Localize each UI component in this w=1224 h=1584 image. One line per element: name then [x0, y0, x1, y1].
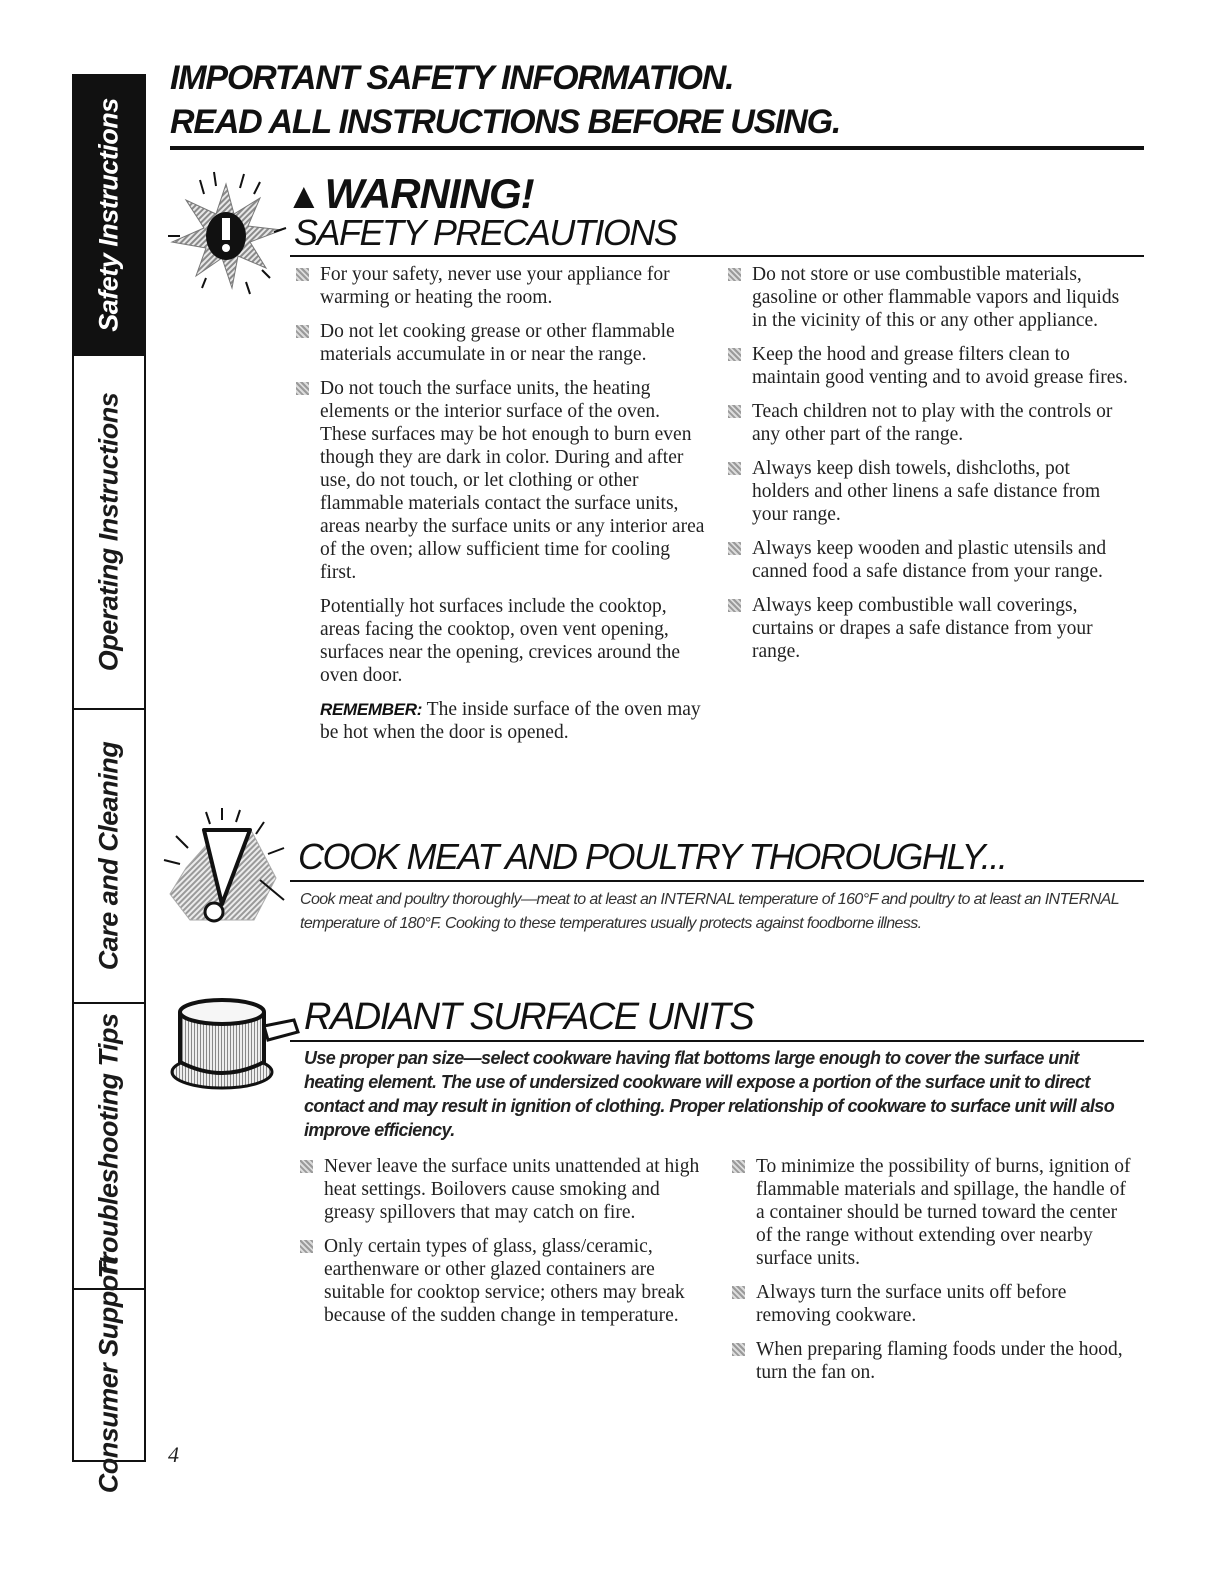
- list-item: Never leave the surface units unattended at high heat settings. Boilovers cause smoking and greasy spillovers that may catch on fire.: [300, 1155, 710, 1224]
- bullet-icon: [296, 268, 309, 281]
- tab-label: Consumer Support: [93, 1256, 124, 1494]
- page-title-line-2: READ ALL INSTRUCTIONS BEFORE USING.: [170, 103, 841, 141]
- tab-label: Safety Instructions: [93, 98, 124, 332]
- tab-label: Care and Cleaning: [93, 741, 124, 971]
- bullet-icon: [300, 1160, 313, 1173]
- bullet-icon: [728, 405, 741, 418]
- radiant-rule: [290, 1040, 1144, 1042]
- radiant-right-column: [732, 1155, 1132, 1395]
- bullet-icon: [728, 462, 741, 475]
- tab-care-and-cleaning[interactable]: [74, 710, 144, 1004]
- list-item: Keep the hood and grease filters clean to maintain good venting and to avoid grease fires.: [728, 343, 1132, 389]
- safety-precautions-rule: [290, 255, 1144, 257]
- bullet-icon: [728, 542, 741, 555]
- tab-label: Troubleshooting Tips: [93, 1013, 124, 1279]
- tab-troubleshooting-tips[interactable]: [74, 1004, 144, 1290]
- remember-label: REMEMBER:: [320, 700, 423, 719]
- page-number: 4: [168, 1442, 179, 1467]
- list-item: Do not store or use combustible materials, gasoline or other flammable vapors and liquids in the vicinity of this or any other appliance.: [728, 263, 1132, 332]
- page-title-line-1: IMPORTANT SAFETY INFORMATION.: [170, 59, 734, 97]
- remember-paragraph: [296, 698, 708, 744]
- tab-consumer-support[interactable]: [74, 1256, 144, 1494]
- radiant-surface-units-title: RADIANT SURFACE UNITS: [304, 996, 754, 1038]
- bullet-icon: [732, 1160, 745, 1173]
- bullet-icon: [296, 382, 309, 395]
- page-title: [170, 56, 1144, 144]
- hot-surfaces-paragraph: Potentially hot surfaces include the cooktop, areas facing the cooktop, oven vent opening, surfaces near the opening, crevices around the oven door.: [320, 596, 681, 686]
- bullet-icon: [728, 348, 741, 361]
- warning-title-text: WARNING!: [324, 170, 534, 217]
- cookware-pot-icon: [164, 986, 304, 1096]
- side-tab-bar: [72, 74, 146, 1494]
- list-item: Always keep dish towels, dishcloths, pot holders and other linens a safe distance from your range.: [728, 457, 1132, 526]
- heading-rule: [170, 146, 1144, 150]
- safety-precautions-title: SAFETY PRECAUTIONS: [294, 212, 677, 253]
- list-item: Always keep combustible wall coverings, curtains or drapes a safe distance from your range.: [728, 594, 1132, 663]
- tab-safety-instructions[interactable]: [74, 76, 144, 356]
- list-item: Teach children not to play with the controls or any other part of the range.: [728, 400, 1132, 446]
- list-item: To minimize the possibility of burns, ignition of flammable materials and spillage, the handle of a container should be turned toward the center of the range without extending over nearby surface units.: [732, 1155, 1132, 1270]
- cook-meat-rule: [290, 880, 1144, 882]
- bullet-icon: [728, 599, 741, 612]
- warning-title: [286, 170, 534, 218]
- tab-label: Operating Instructions: [93, 392, 124, 672]
- list-item: Always turn the surface units off before removing cookware.: [732, 1281, 1132, 1327]
- bullet-icon: [728, 268, 741, 281]
- list-item: Only certain types of glass, glass/ceramic, earthenware or other glazed containers are suitable for cooktop service; others may break because of the sudden change in temperature.: [300, 1235, 710, 1327]
- tab-operating-instructions[interactable]: [74, 356, 144, 710]
- warning-triangle-icon: ▲: [286, 175, 321, 216]
- list-item: For your safety, never use your appliance for warming or heating the room.: [296, 263, 708, 309]
- list-item: Do not touch the surface units, the heating elements or the interior surface of the oven. These surfaces may be hot enough to burn even though they are dark in color. During and after use, do not touch, or let clothing or other flammable materials contact the surface units, areas nearby the surface units or any interior area of the oven; allow sufficient time for cooling first.: [296, 377, 708, 584]
- list-item: Do not let cooking grease or other flammable materials accumulate in or near the range.: [296, 320, 708, 366]
- remember-text: The inside surface of the oven may be hot when the door is opened.: [320, 699, 701, 743]
- radiant-left-column: [300, 1155, 710, 1338]
- list-item: Always keep wooden and plastic utensils and canned food a safe distance from your range.: [728, 537, 1132, 583]
- bullet-icon: [300, 1240, 313, 1253]
- bullet-icon: [732, 1286, 745, 1299]
- cook-meat-title: COOK MEAT AND POULTRY THOROUGHLY...: [298, 836, 1007, 877]
- bullet-icon: [732, 1343, 745, 1356]
- warning-left-column: [296, 263, 708, 755]
- radiant-intro-text: Use proper pan size—select cookware having flat bottoms large enough to cover the surface unit heating element. The use of undersized cookware will expose a portion of the surface unit to direct contact and may result in ignition of clothing. Proper relationship of cookware to surface unit will also improve efficiency.: [304, 1048, 1115, 1140]
- list-item: When preparing flaming foods under the hood, turn the fan on.: [732, 1338, 1132, 1384]
- bullet-icon: [296, 325, 309, 338]
- warning-starburst-icon: [156, 170, 296, 302]
- caution-exclamation-icon: [160, 808, 288, 934]
- cook-meat-text: Cook meat and poultry thoroughly—meat to at least an INTERNAL temperature of 160°F and poultry to at least an INTERNAL temperature of 180°F. Cooking to these temperatures usually protects against foodborne illness.: [300, 891, 1119, 932]
- warning-right-column: [728, 263, 1132, 674]
